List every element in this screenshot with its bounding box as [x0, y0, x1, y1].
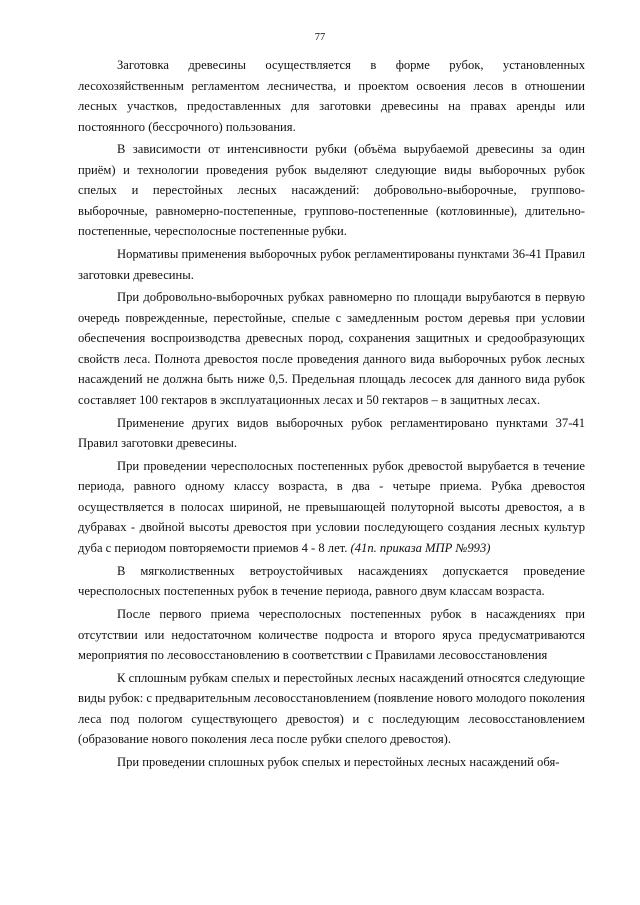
paragraph-6-text: При проведении чересполосных постепенных рубок древостой вырубается в течение периода, равного одному классу возраста, в два - четыре приема. Рубка древостоя осуществляется в полосах шириной, не превышающей полуторной высоты древостоя, а в дубравах - двойной высоты древостоя при условии последующего создания лесных культур дуба с периодом повторяемости приемов 4 - 8 лет. [78, 458, 585, 555]
paragraph-2: В зависимости от интенсивности рубки (объёма вырубаемой древесины за один приём) и технологии проведения рубок выделяют следующие виды выборочных рубок спелых и перестойных лесных насаждений: добровольно-выборочные, группово-выборочные, равномерно-постепенные, группово-постепенные (котловинные), длительно-постепенные, чересполосные постепенные рубки. [78, 142, 585, 239]
page-number: 77 [314, 32, 326, 43]
paragraph-9: К сплошным рубкам спелых и перестойных лесных насаждений относятся следующие виды рубок: с предварительным лесовосстановлением (появление нового молодого поколения леса под пологом существующего древостоя) и с последующим лесовосстановлением (образование нового поколения леса после рубки спелого древостоя). [78, 670, 585, 747]
paragraph-7: В мягколиственных ветроустойчивых насаждениях допускается проведение чересполосных постепенных рубок в течение периода, равного двум классам возраста. [78, 563, 585, 599]
paragraph-6 [78, 456, 585, 559]
paragraph-10: При проведении сплошных рубок спелых и перестойных лесных насаждений обя- [117, 755, 560, 770]
paragraph-5: Применение других видов выборочных рубок регламентировано пунктами 37-41 Правил заготовки древесины. [78, 415, 585, 451]
body-text [78, 55, 585, 773]
legal-reference: (41п. приказа МПР №993) [350, 540, 491, 555]
paragraph-1: Заготовка древесины осуществляется в форме рубок, установленных лесохозяйственным регламентом лесничества, и проектом освоения лесов в отношении лесных участков, предоставленных для заготовки древесины на правах аренды или постоянного (бессрочного) пользования. [78, 58, 585, 134]
paragraph-8: После первого приема чересполосных постепенных рубок в насаждениях при отсутствии или недостаточном количестве подроста и второго яруса предусматриваются мероприятия по лесовосстановлению в соответствии с Правилами лесовосстановления [78, 607, 585, 663]
paragraph-3: Нормативы применения выборочных рубок регламентированы пунктами 36-41 Правил заготовки древесины. [78, 247, 585, 282]
paragraph-4: При добровольно-выборочных рубках равномерно по площади вырубаются в первую очередь поврежденные, перестойные, спелые с замедленным ростом деревья при условии обеспечения воспроизводства древесных пород, сохранения защитных и средообразующих свойств леса. Полнота древостоя после проведения данного вида выборочных рубок лесных насаждений не должна быть ниже 0,5. Предельная площадь лесосек для данного вида рубок составляет 100 гектаров в эксплуатационных лесах и 50 гектаров – в защитных лесах. [78, 290, 585, 407]
